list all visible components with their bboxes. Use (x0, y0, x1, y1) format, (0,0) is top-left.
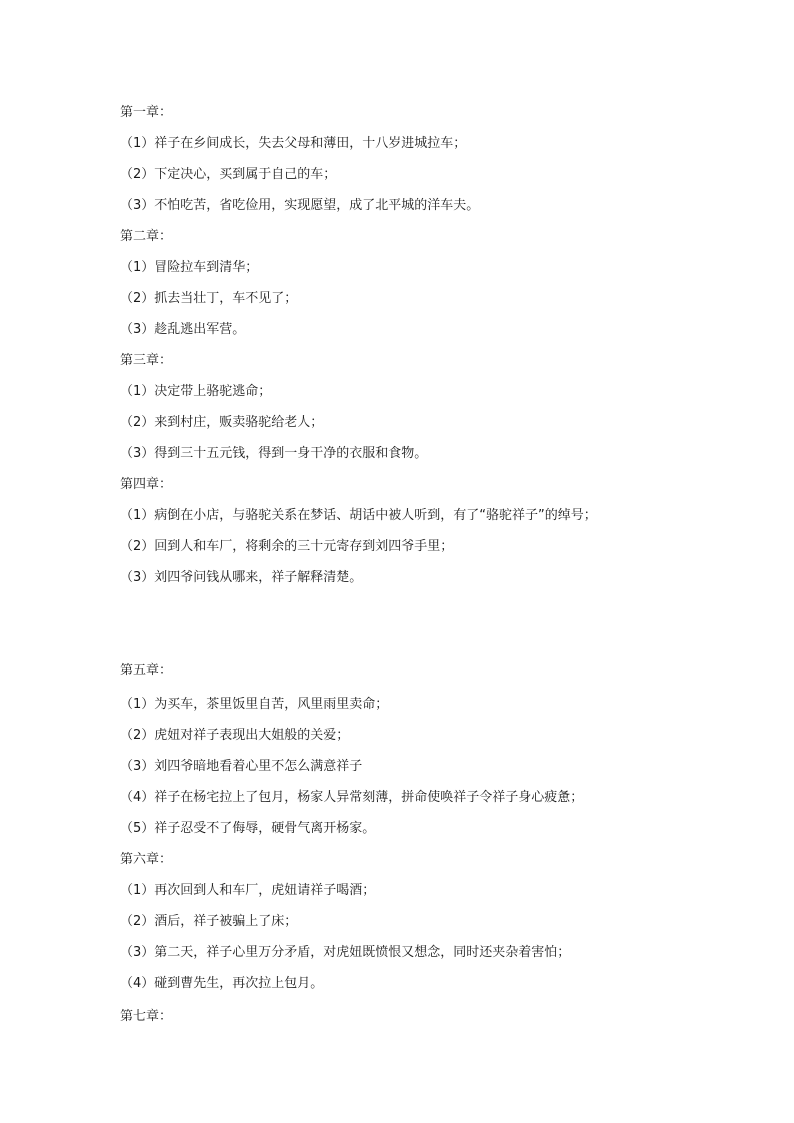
chapter-1-item-3: （3）不怕吃苦，省吃俭用，实现愿望，成了北平城的洋车夫。 (120, 198, 480, 213)
chapter-2-heading: 第二章： (120, 229, 173, 244)
chapter-4-heading: 第四章： (120, 477, 173, 492)
chapter-1-item-1: （1）祥子在乡间成长，失去父母和薄田，十八岁进城拉车； (120, 136, 467, 151)
chapter-7-heading: 第七章： (120, 1009, 173, 1024)
chapter-1-heading: 第一章： (120, 105, 173, 120)
chapter-6-item-1: （1）再次回到人和车厂，虎妞请祥子喝酒； (120, 883, 376, 898)
chapter-2-item-2: （2）抓去当壮丁，车不见了； (120, 291, 298, 306)
chapter-5-item-1: （1）为买车，茶里饭里自苦，风里雨里卖命； (120, 697, 389, 712)
chapter-2-item-3: （3）趁乱逃出军营。 (120, 322, 246, 337)
chapter-3-heading: 第三章： (120, 353, 173, 368)
chapter-3-item-2: （2）来到村庄，贩卖骆驼给老人； (120, 415, 324, 430)
chapter-6-item-3: （3）第二天，祥子心里万分矛盾，对虎妞既愤恨又想念，同时还夹杂着害怕； (120, 945, 571, 960)
chapter-6-item-4: （4）碰到曹先生，再次拉上包月。 (120, 976, 324, 991)
chapter-3-item-3: （3）得到三十五元钱，得到一身干净的衣服和食物。 (120, 446, 428, 461)
chapter-4-item-3: （3）刘四爷问钱从哪来，祥子解释清楚。 (120, 570, 363, 585)
chapter-6-item-2: （2）酒后，祥子被骗上了床； (120, 914, 298, 929)
chapter-5-item-3: （3）刘四爷暗地看着心里不怎么满意祥子 (120, 759, 363, 774)
chapter-5-item-4: （4）祥子在杨宅拉上了包月，杨家人异常刻薄，拼命使唤祥子令祥子身心疲惫； (120, 790, 584, 805)
chapter-5-item-2: （2）虎妞对祥子表现出大姐般的关爱； (120, 728, 350, 743)
chapter-6-heading: 第六章： (120, 852, 173, 867)
chapter-3-item-1: （1）决定带上骆驼逃命； (120, 384, 272, 399)
chapter-5-heading: 第五章： (120, 663, 173, 678)
chapter-2-item-1: （1）冒险拉车到清华； (120, 260, 259, 275)
chapter-4-item-2: （2）回到人和车厂，将剩余的三十元寄存到刘四爷手里； (120, 539, 454, 554)
chapter-1-item-2: （2）下定决心，买到属于自己的车； (120, 167, 337, 182)
chapter-5-item-5: （5）祥子忍受不了侮辱，硬骨气离开杨家。 (120, 821, 376, 836)
chapter-4-item-1: （1）病倒在小店，与骆驼关系在梦话、胡话中被人听到，有了“骆驼祥子”的绰号； (120, 508, 597, 523)
